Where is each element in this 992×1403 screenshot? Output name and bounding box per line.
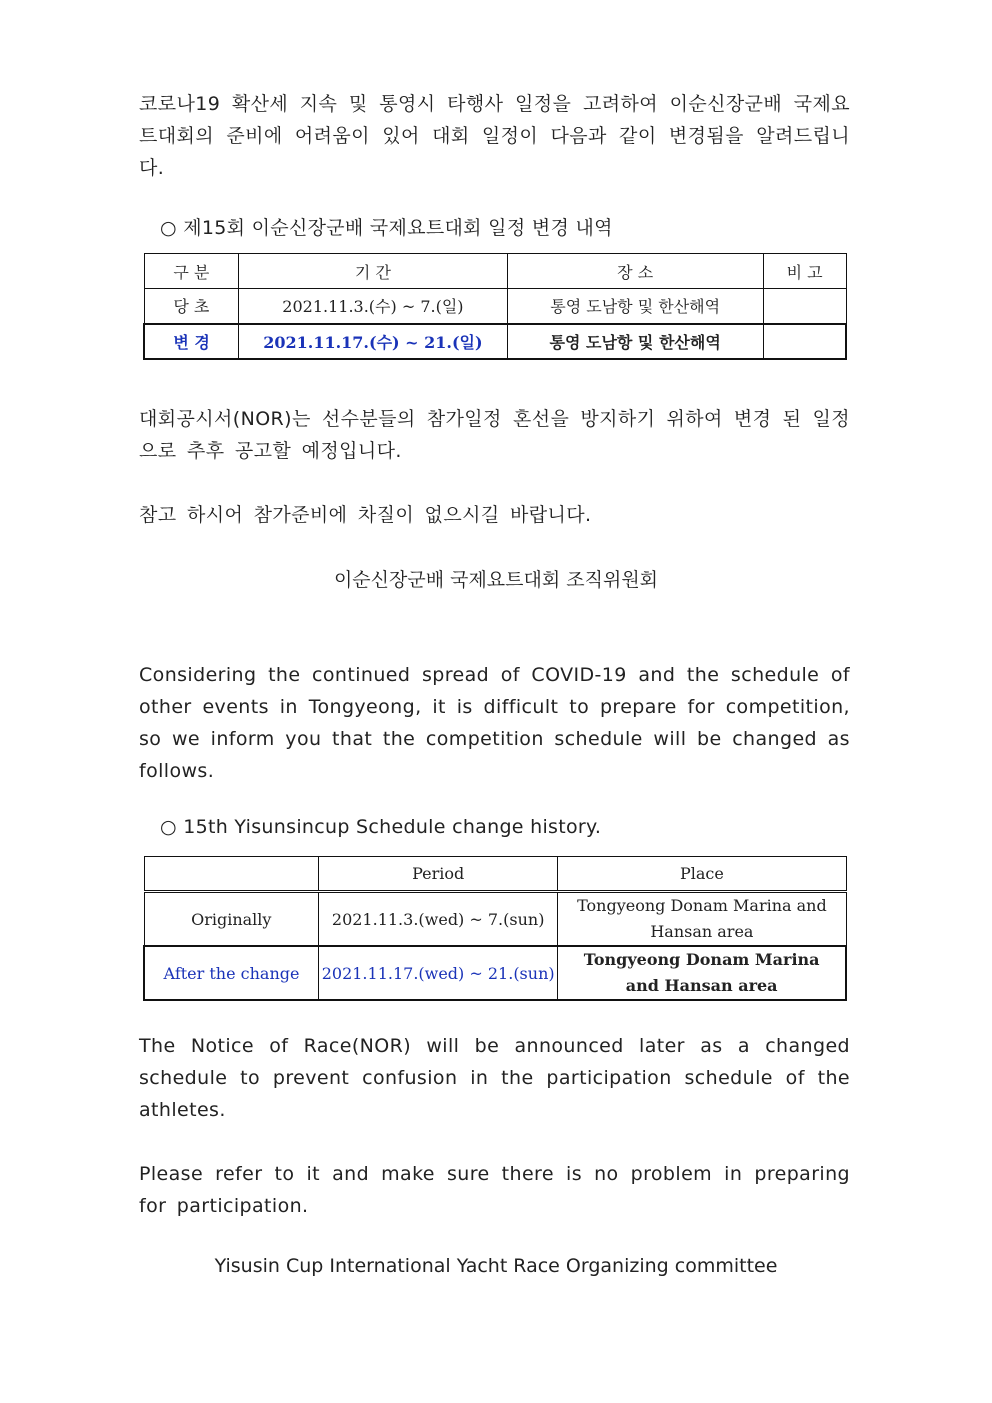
english-schedule-table bbox=[143, 856, 847, 1001]
header-category: 구 분 bbox=[144, 254, 239, 289]
header-place: Place bbox=[558, 857, 846, 892]
row-note bbox=[763, 324, 846, 359]
header-place: 장 소 bbox=[507, 254, 763, 289]
table-row bbox=[144, 892, 846, 947]
english-table-header-row bbox=[144, 857, 846, 892]
row-note bbox=[763, 289, 846, 324]
korean-bullet-heading: ○ 제15회 이순신장군배 국제요트대회 일정 변경 내역 bbox=[160, 217, 613, 239]
row-period: 2021.11.3.(수) ~ 7.(일) bbox=[239, 289, 507, 324]
korean-table-header-row bbox=[144, 254, 846, 289]
table-row-changed bbox=[144, 946, 846, 1000]
row-period: 2021.11.17.(수) ~ 21.(일) bbox=[239, 324, 507, 359]
table-row bbox=[144, 289, 846, 324]
header-period: Period bbox=[319, 857, 558, 892]
row-label: 당 초 bbox=[144, 289, 239, 324]
row-place: 통영 도남항 및 한산해역 bbox=[507, 289, 763, 324]
english-refer-paragraph: Please refer to it and make sure there is no problem in preparing for participation. bbox=[139, 1163, 850, 1217]
row-label: Originally bbox=[144, 892, 319, 947]
korean-signature: 이순신장군배 국제요트대회 조직위원회 bbox=[333, 569, 659, 591]
korean-schedule-table bbox=[143, 253, 847, 360]
korean-refer-paragraph: 참고 하시어 참가준비에 차질이 없으시길 바랍니다. bbox=[139, 504, 592, 526]
row-label: After the change bbox=[144, 946, 319, 1000]
english-nor-paragraph: The Notice of Race(NOR) will be announced later as a changed schedule to prevent confusion in the participation schedule of the athletes. bbox=[139, 1035, 850, 1121]
header-period: 기 간 bbox=[239, 254, 507, 289]
english-signature: Yisusin Cup International Yacht Race Organizing committee bbox=[214, 1255, 778, 1277]
korean-intro-paragraph: 코로나19 확산세 지속 및 통영시 타행사 일정을 고려하여 이순신장군배 국제요트대회의 준비에 어려움이 있어 대회 일정이 다음과 같이 변경됨을 알려드립니다. bbox=[139, 93, 850, 179]
table-row-changed bbox=[144, 324, 846, 359]
row-label: 변 경 bbox=[144, 324, 239, 359]
row-place: Tongyeong Donam Marina and Hansan area bbox=[558, 946, 846, 1000]
korean-nor-paragraph: 대회공시서(NOR)는 선수분들의 참가일정 혼선을 방지하기 위하여 변경 된 일정으로 추후 공고할 예정입니다. bbox=[139, 408, 850, 462]
english-intro-paragraph: Considering the continued spread of COVID-19 and the schedule of other events in Tongyeong, it is difficult to prepare for competition, so we inform you that the competition schedule will be changed as follows. bbox=[139, 664, 850, 782]
row-period: 2021.11.3.(wed) ~ 7.(sun) bbox=[319, 892, 558, 947]
header-note: 비 고 bbox=[763, 254, 846, 289]
english-bullet-heading: ○ 15th Yisunsincup Schedule change history. bbox=[160, 816, 602, 838]
row-place: 통영 도남항 및 한산해역 bbox=[507, 324, 763, 359]
row-period: 2021.11.17.(wed) ~ 21.(sun) bbox=[319, 946, 558, 1000]
row-place: Tongyeong Donam Marina and Hansan area bbox=[558, 892, 846, 947]
header-blank bbox=[144, 857, 319, 892]
